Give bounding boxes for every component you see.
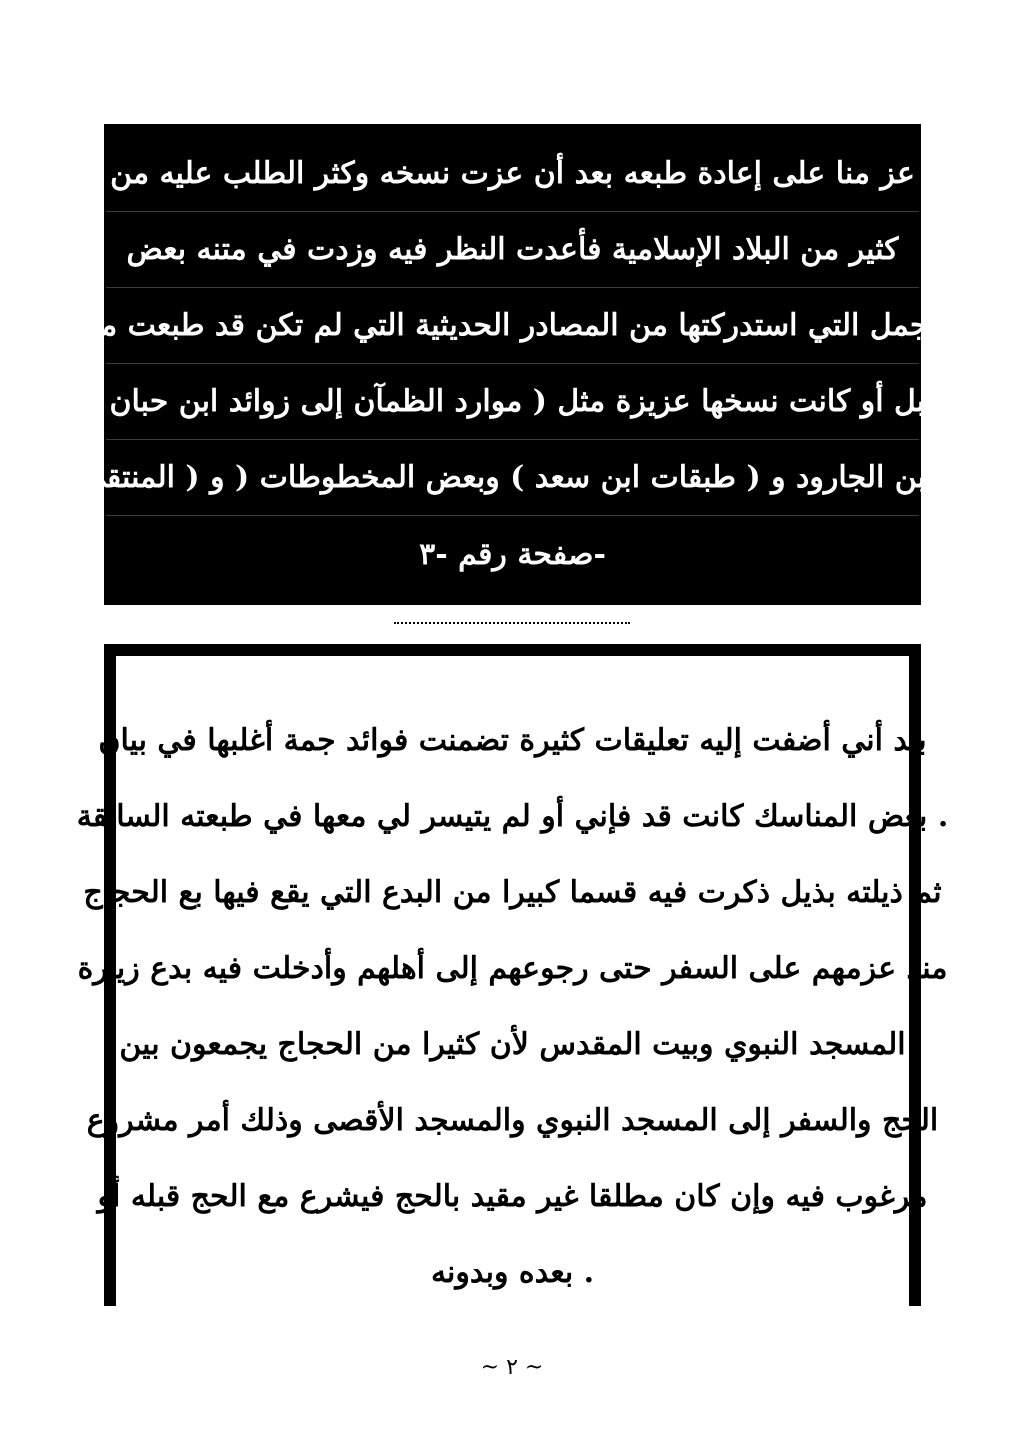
dotted-separator (394, 622, 630, 624)
page-number: ~ ٢ ~ (480, 1355, 544, 1380)
footnote-line: لابن الجارود و ( طبقات ابن سعد ) وبعض المخطوطات ( و ( المنتقى (106, 440, 919, 516)
footnote-line: كثير من البلاد الإسلامية فأعدت النظر فيه وزدت في متنه بعض (106, 212, 919, 288)
footnote-page-ref: -صفحة رقم -٣ (419, 536, 606, 572)
footnote-line: قبل أو كانت نسخها عزيزة مثل ( موارد الظمآن إلى زوائد ابن حبان ) (106, 364, 919, 440)
text-line: الحج والسفر إلى المسجد النبوي والمسجد الأقصى وذلك أمر مشروع (86, 1102, 939, 1138)
main-text-body (76, 702, 949, 1310)
text-line: ثم ذيلته بذيل ذكرت فيه قسما كبيرا من البدع التي يقع فيها بع الحجاج (83, 874, 942, 910)
footnote-line: الجمل التي استدركتها من المصادر الحديثية التي لم تكن قد طبعت من (106, 288, 919, 364)
text-line: المسجد النبوي وبيت المقدس لأن كثيرا من الحجاج يجمعون بين (119, 1026, 906, 1062)
text-line: . بعده وبدونه (430, 1254, 595, 1290)
text-line: منذ عزمهم على السفر حتى رجوعهم إلى أهلهم وأدخلت فيه بدع زيارة (77, 950, 948, 986)
footnote-line: عز منا على إعادة طبعه بعد أن عزت نسخه وكثر الطلب عليه من (106, 136, 919, 212)
footnote-box (78, 124, 947, 605)
text-line: . بعض المناسك كانت قد فإني أو لم يتيسر لي معها في طبعته السابقة (76, 798, 949, 834)
text-line: مرغوب فيه وإن كان مطلقا غير مقيد بالحج فيشرع مع الحج قبله أو (97, 1178, 928, 1214)
text-line: بيد أني أضفت إليه تعليقات كثيرة تضمنت فوائد جمة أغلبها في بيان (98, 722, 927, 758)
main-text-frame (76, 644, 949, 1306)
